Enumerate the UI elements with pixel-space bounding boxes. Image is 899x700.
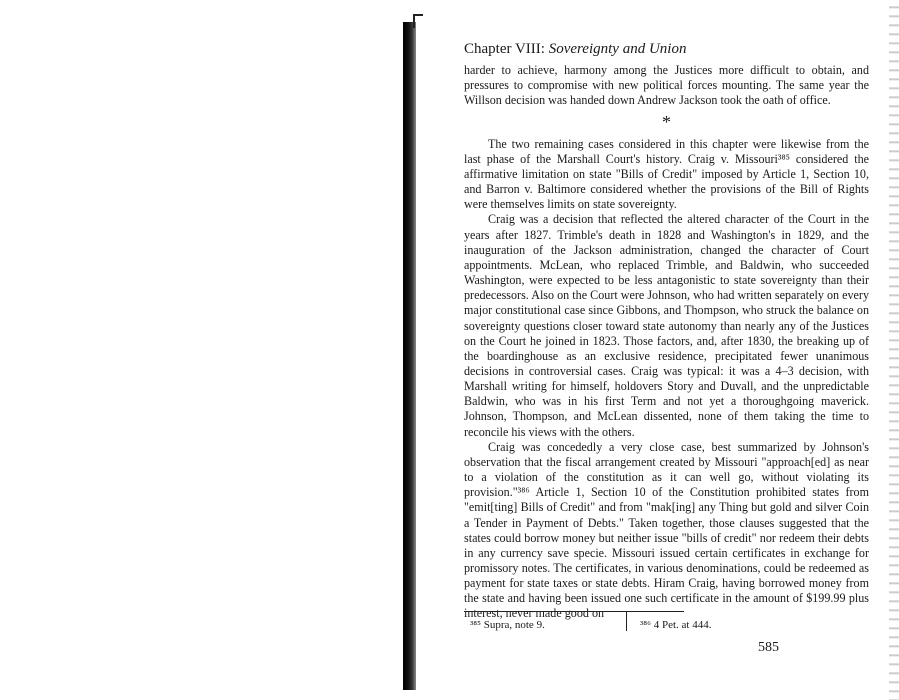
chapter-label: Chapter VIII:: [464, 41, 545, 57]
paragraph-intro: harder to achieve, harmony among the Justices more difficult to obtain, and pressures to compromise with new political forces mounting. The same year the Willson decision was handed down Andrew Jackson took the oath of office.: [464, 63, 869, 108]
paragraph-craig: Craig was a decision that reflected the altered character of the Court in the years after 1827. Trimble's death in 1828 and Washington's in 1829, and the inauguration of the Jackson administration, changed the character of Court appointments. McLean, who replaced Trimble, and Baldwin, who succeeded Washington, were expected to be less antagonistic to state sovereignty than their predecessors. Also on the Court were Johnson, who had written separately on every major constitutional case since Gibbons, and Thompson, who struck the balance on sovereignty questions closer toward state autonomy than nearly any of the Justices on the Court he joined in 1823. Those factors, and, after 1830, the breaking up of the boardinghouse as an exclusive residence, precipitated fewer unanimous decisions in controversial cases. Craig was typical: it was a 4–3 decision, with Marshall writing for himself, holdovers Story and Duvall, and the unpredictable Baldwin, who was in his first Term and not yet a thoroughgoing maverick. Johnson, Thompson, and McLean dissented, none of them taking the time to reconcile his views with the others.: [464, 212, 869, 439]
footnote-385: ³⁸⁵ Supra, note 9.: [470, 619, 545, 631]
page-edge-right: [889, 0, 899, 700]
binding-corner-mark: [413, 14, 423, 28]
running-head: [464, 42, 869, 57]
section-separator: *: [662, 111, 671, 132]
book-page: [464, 42, 869, 622]
footnote-386: ³⁸⁶ 4 Pet. at 444.: [640, 619, 712, 631]
paragraph-cases: The two remaining cases considered in this chapter were likewise from the last phase of the Marshall Court's history. Craig v. Missouri³⁸⁵ considered the affirmative limitation on state "Bills of Credit" imposed by Article 1, Section 10, and Barron v. Baltimore considered whether the provisions of the Bill of Rights were themselves limits on state sovereignty.: [464, 136, 869, 212]
footnote-divider: [626, 611, 627, 631]
footnote-rule: [464, 611, 684, 612]
chapter-title: Sovereignty and Union: [548, 41, 687, 57]
binding-shadow: [403, 22, 416, 690]
page-number: 585: [758, 640, 779, 655]
paragraph-close: Craig was concededly a very close case, best summarized by Johnson's observation that the fiscal arrangement created by Missouri "approach[ed] as near to a violation of the constitution as it can well go, without violating its provision."³⁸⁶ Article 1, Section 10 of the Constitution prohibited states from "emit[ting] Bills of Credit" and from "mak[ing] any Thing but gold and silver Coin a Tender in Payment of Debts." Taken together, those clauses suggested that the states could borrow money but neither issue "bills of credit" nor redeem their debts in any currency save specie. Missouri issued certain certificates in exchange for promissory notes. The certificates, in various denominations, could be redeemed as payment for state taxes or state debts. Hiram Craig, having borrowed money from the state and having been issued one such certificate in the amount of $199.99 plus interest, never made good on: [464, 439, 869, 621]
